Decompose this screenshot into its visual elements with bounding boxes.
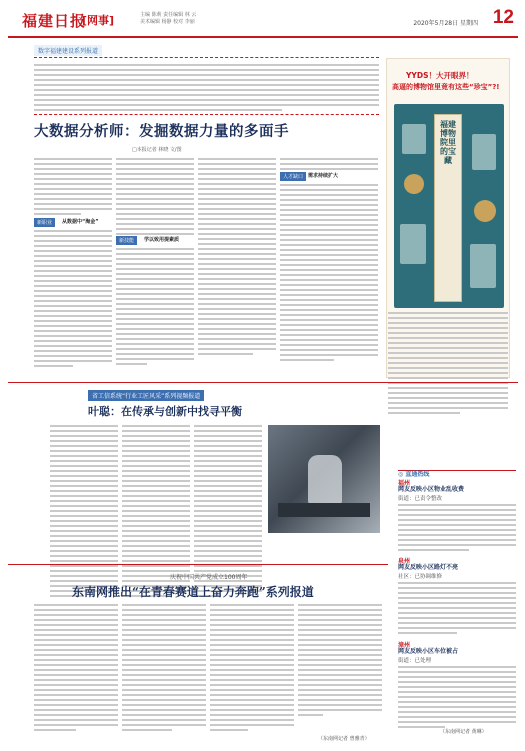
article-column-4	[280, 158, 378, 173]
masthead	[8, 6, 518, 38]
coin-shape	[474, 200, 496, 222]
sidebar-credit: （东南网记者 黄琳）	[440, 729, 487, 735]
sidebar-item-title[interactable]: 网友反映小区路灯不亮	[398, 564, 459, 571]
feature-column-1	[50, 425, 118, 600]
article-column-3	[198, 158, 276, 358]
byline: □本报记者 林晓 文/图	[132, 147, 182, 153]
page-number: 12	[492, 7, 514, 28]
sidebar-item-tag: 福州	[398, 480, 411, 487]
sidebar-item-tag: 漳州	[398, 642, 411, 649]
sidebar-item-title[interactable]: 网友反映小区车位被占	[398, 648, 459, 655]
ad-title-line-2: 高逼的博物馆里竟有这些“珍宝”?!	[392, 83, 500, 91]
section-divider	[8, 564, 388, 565]
subhead-3: 需求持续扩大	[308, 173, 339, 179]
issue-date: 2020年5月28日 星期四	[413, 20, 478, 27]
bottom-headline: 东南网推出“在青春赛道上奋力奔跑”系列报道	[72, 585, 314, 599]
bottom-column-3	[210, 604, 294, 734]
section-divider	[8, 382, 518, 383]
ad-title-line-1: YYDS！大开眼界！	[406, 71, 474, 80]
article-column-1	[34, 158, 112, 218]
subhead-2: 学以致用提素质	[144, 237, 180, 243]
sidebar-item-title[interactable]: 网友反映小区物业乱收费	[398, 486, 465, 493]
bottom-kicker: 庆祝中国共产党成立100周年	[170, 574, 248, 581]
bottom-credit: （东南网记者 曾雅青）	[318, 736, 370, 742]
main-headline: 大数据分析师：发掘数据力量的多面手	[34, 123, 289, 140]
sidebar-item-body	[398, 582, 516, 637]
bottom-column-4	[298, 604, 382, 719]
artifact-shape	[400, 224, 426, 264]
sidebar-item-subtitle: 社区：已协调维修	[398, 574, 443, 580]
bottom-column-2	[122, 604, 206, 734]
ad-vertical-title: 福建博物院里的宝藏	[440, 120, 456, 165]
story-intro	[34, 57, 379, 115]
artifact-shape	[470, 244, 496, 288]
sidebar-item-body	[398, 666, 516, 731]
sidebar-item-subtitle: 街道：已责令整改	[398, 496, 443, 502]
editor-line-2: 美术编辑 杨静 校对 李丽	[140, 19, 195, 25]
ad-artwork	[394, 104, 504, 308]
editor-line-1: 主编 陈莉 责任编辑 林 云	[140, 12, 197, 18]
ad-caption-text	[388, 312, 508, 417]
bottom-column-1	[34, 604, 118, 734]
editor-info	[140, 12, 196, 26]
craftsman-photo	[268, 425, 380, 533]
sidebar-header	[398, 461, 516, 478]
craftsman-figure	[308, 455, 342, 505]
artifact-shape	[472, 134, 496, 170]
sidebar-item-tag: 泉州	[398, 558, 411, 565]
article-column-1b	[34, 230, 112, 370]
subhead-tag-1: 新职业	[34, 218, 55, 227]
coin-shape	[404, 174, 424, 194]
subhead-tag-3: 人才缺口	[280, 172, 306, 181]
section-label: [网事]	[82, 14, 115, 27]
sidebar-header-label: ◎ 直通热线	[398, 471, 430, 478]
article-column-2	[116, 158, 194, 238]
sidebar-item-body	[398, 504, 516, 554]
column-title: 数字福建建设系列报道	[34, 45, 102, 56]
article-column-2b	[116, 248, 194, 368]
sidebar-item-subtitle: 街道：已处理	[398, 658, 432, 664]
workbench	[278, 503, 370, 517]
feature-headline: 叶聪：在传承与创新中找寻平衡	[88, 405, 242, 418]
newspaper-logo: 福建日报	[22, 12, 87, 30]
artifact-shape	[402, 124, 426, 154]
series-tag: 省工信系统“行业工匠风采”系列视频报道	[88, 390, 204, 401]
article-column-4b	[280, 184, 378, 364]
subhead-1: 从数据中“淘金”	[62, 219, 99, 225]
subhead-tag-2: 新技能	[116, 236, 137, 245]
